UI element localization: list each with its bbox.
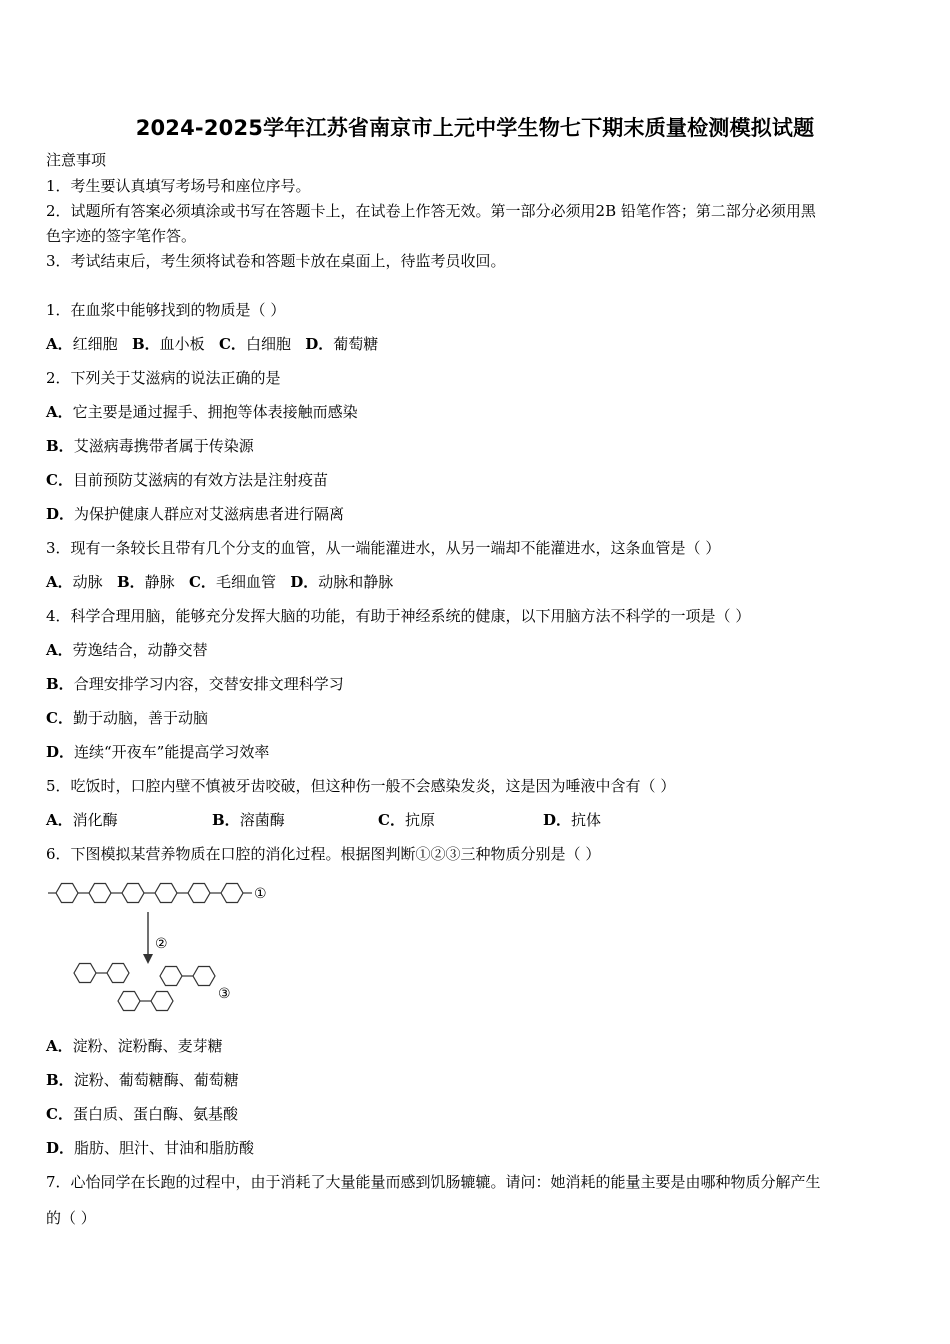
q5-option-d-letter: D．: [543, 811, 572, 829]
q5-option-c-text: 抗原: [404, 811, 435, 829]
notice-item-2: 2．试题所有答案必须填涂或书写在答题卡上，在试卷上作答无效。第一部分必须用2B 铅笔作答；第二部分必须用黑: [46, 202, 816, 220]
q6-option-c: [46, 1104, 238, 1124]
q5-option-c: [378, 810, 435, 830]
q6-option-d: [46, 1138, 254, 1158]
q5-option-b-letter: B．: [212, 811, 240, 829]
label-2: ②: [155, 936, 168, 952]
digestion-arrow: [143, 912, 153, 964]
q3-option-a-letter: A．: [46, 573, 73, 591]
q5-option-b: [212, 810, 285, 830]
q3-option-b-text: 静脉: [144, 573, 175, 591]
q2-option-c-text: 目前预防艾滋病的有效方法是注射疫苗: [72, 471, 328, 489]
q2-option-c: [46, 470, 328, 490]
q1-option-c-text: 白细胞: [245, 335, 291, 353]
q2-option-a-text: 它主要是通过握手、拥抱等体表接触而感染: [72, 403, 358, 421]
q5-option-b-text: 溶菌酶: [239, 811, 285, 829]
q5-option-c-letter: C．: [378, 811, 405, 829]
q6-option-a-text: 淀粉、淀粉酶、麦芽糖: [72, 1037, 223, 1055]
q2-option-b: [46, 436, 254, 456]
q2-option-d-letter: D．: [46, 505, 75, 523]
question-1-options: [46, 334, 378, 354]
starch-chain: [48, 884, 252, 903]
q6-option-d-letter: D．: [46, 1139, 75, 1157]
q4-option-d: [46, 742, 269, 762]
q2-option-d-text: 为保护健康人群应对艾滋病患者进行隔离: [74, 505, 345, 523]
q2-option-d: [46, 504, 344, 524]
q4-option-a-letter: A．: [46, 641, 73, 659]
digestion-diagram: [46, 874, 286, 1014]
q4-option-a: [46, 640, 208, 660]
q2-option-a-letter: A．: [46, 403, 73, 421]
q2-option-a: [46, 402, 358, 422]
q5-option-d-text: 抗体: [571, 811, 602, 829]
q6-option-b-text: 淀粉、葡萄糖酶、葡萄糖: [73, 1071, 239, 1089]
q3-option-c-letter: C．: [188, 573, 216, 591]
q5-option-a-text: 消化酶: [72, 811, 118, 829]
q6-option-b: [46, 1070, 239, 1090]
q5-option-a: [46, 810, 118, 830]
q6-option-a: [46, 1036, 223, 1056]
maltose-pairs: [74, 964, 215, 1011]
question-1-stem: 1．在血浆中能够找到的物质是（ ）: [46, 301, 286, 319]
q1-option-c-letter: C．: [218, 335, 246, 353]
question-5-stem: 5．吃饭时，口腔内壁不慎被牙齿咬破，但这种伤一般不会感染发炎，这是因为唾液中含有（ ）: [46, 777, 676, 795]
q4-option-c: [46, 708, 208, 728]
question-3-options: [46, 572, 393, 592]
question-7-stem: 7．心怡同学在长跑的过程中，由于消耗了大量能量而感到饥肠辘辘。请问：她消耗的能量主要是由哪种物质分解产生: [46, 1173, 821, 1191]
q1-option-d-letter: D．: [305, 335, 334, 353]
q4-option-b-text: 合理安排学习内容，交替安排文理科学习: [73, 675, 344, 693]
q4-option-c-letter: C．: [46, 709, 73, 727]
q3-option-c-text: 毛细血管: [215, 573, 276, 591]
question-4-stem: 4．科学合理用脑，能够充分发挥大脑的功能，有助于神经系统的健康，以下用脑方法不科学的一项是（ ）: [46, 607, 751, 625]
q1-option-b-letter: B．: [131, 335, 160, 353]
notice-item-2-cont: 色字迹的签字笔作答。: [46, 227, 197, 245]
q2-option-c-letter: C．: [46, 471, 73, 489]
question-2-stem: 2．下列关于艾滋病的说法正确的是: [46, 369, 281, 387]
notice-item-3: 3．考试结束后，考生须将试卷和答题卡放在桌面上，待监考员收回。: [46, 252, 506, 270]
q6-option-b-letter: B．: [46, 1071, 74, 1089]
q1-option-b-text: 血小板: [159, 335, 205, 353]
exam-title: 2024-2025学年江苏省南京市上元中学生物七下期末质量检测模拟试题: [135, 116, 815, 140]
q4-option-d-letter: D．: [46, 743, 75, 761]
q6-option-c-letter: C．: [46, 1105, 73, 1123]
q3-option-d-letter: D．: [290, 573, 319, 591]
q4-option-a-text: 劳逸结合，动静交替: [72, 641, 208, 659]
q2-option-b-letter: B．: [46, 437, 74, 455]
notice-item-1: 1．考生要认真填写考场号和座位序号。: [46, 177, 311, 195]
q6-option-a-letter: A．: [46, 1037, 73, 1055]
q4-option-b: [46, 674, 344, 694]
q1-option-d-text: 葡萄糖: [333, 335, 379, 353]
q1-option-a-text: 红细胞: [72, 335, 118, 353]
label-1: ①: [254, 886, 267, 902]
q5-option-a-letter: A．: [46, 811, 73, 829]
question-6-stem: 6．下图模拟某营养物质在口腔的消化过程。根据图判断①②③三种物质分别是（ ）: [46, 845, 601, 863]
q1-option-a-letter: A．: [46, 335, 73, 353]
q4-option-c-text: 勤于动脑，善于动脑: [72, 709, 208, 727]
q2-option-b-text: 艾滋病毒携带者属于传染源: [73, 437, 254, 455]
q3-option-b-letter: B．: [116, 573, 145, 591]
label-3: ③: [218, 986, 231, 1002]
q4-option-d-text: 连续“开夜车”能提高学习效率: [74, 743, 270, 761]
question-7-stem-cont: 的（ ）: [46, 1209, 96, 1227]
question-3-stem: 3．现有一条较长且带有几个分支的血管，从一端能灌进水，从另一端却不能灌进水，这条血管是（ ）: [46, 539, 721, 557]
q3-option-d-text: 动脉和静脉: [318, 573, 394, 591]
q3-option-a-text: 动脉: [72, 573, 103, 591]
q6-option-c-text: 蛋白质、蛋白酶、氨基酸: [72, 1105, 238, 1123]
q4-option-b-letter: B．: [46, 675, 74, 693]
q6-option-d-text: 脂肪、胆汁、甘油和脂肪酸: [74, 1139, 255, 1157]
notice-heading: 注意事项: [46, 151, 107, 169]
q5-option-d: [543, 810, 601, 830]
